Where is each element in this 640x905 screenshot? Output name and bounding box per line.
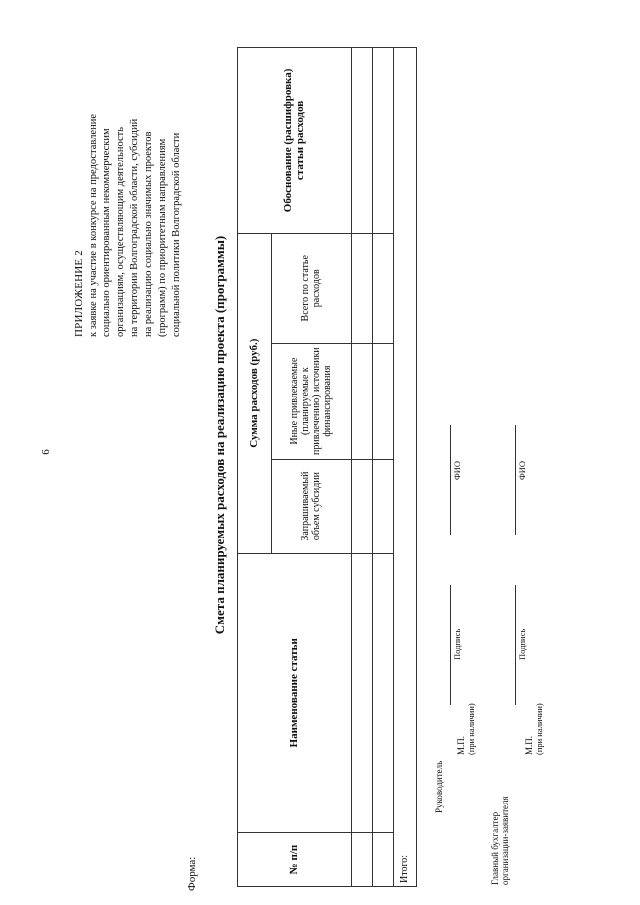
appendix-line: (программ) по приоритетным направлениям — [156, 138, 168, 337]
total-row: Итого: — [393, 48, 416, 887]
signature-line — [450, 585, 451, 705]
appendix-title: ПРИЛОЖЕНИЕ 2 — [73, 250, 85, 337]
signature-caption: Подпись — [452, 628, 462, 660]
header-name: Наименование статьи — [238, 553, 352, 833]
table-cell — [372, 459, 393, 553]
fio-caption: ФИО — [452, 461, 462, 480]
table-cell — [372, 233, 393, 343]
if-any-label: (при наличии) — [466, 703, 476, 755]
document-title: Смета планируемых расходов на реализацию проекта (программы) — [212, 235, 227, 635]
fio-line — [450, 425, 451, 535]
table-cell — [372, 833, 393, 887]
page-number: 6 — [40, 449, 52, 455]
header-num: № п/п — [238, 833, 352, 887]
mp-label: М.П. — [456, 735, 466, 755]
estimate-table — [237, 47, 417, 887]
appendix-line: организациям, осуществляющим деятельность — [115, 127, 127, 337]
appendix-line: социально ориентированным некоммерческим — [101, 128, 113, 337]
table-cell — [372, 48, 393, 234]
table-cell — [351, 553, 372, 833]
head-label: Руководитель — [434, 760, 444, 813]
table-cell — [351, 459, 372, 553]
header-total: Всего по статье расходов — [271, 233, 351, 343]
fio-caption-2: ФИО — [517, 461, 527, 480]
table-cell — [351, 48, 372, 234]
appendix-line: к заявке на участие в конкурсе на предоставление — [87, 113, 99, 337]
accountant-label-1: Главный бухгалтер — [490, 811, 500, 885]
signature-line-2 — [515, 585, 516, 705]
appendix-line: на территории Волгоградской области, субсидий — [129, 118, 141, 337]
table-cell — [351, 833, 372, 887]
if-any-label-2: (при наличии) — [534, 703, 544, 755]
header-other-sources: Иные привлекаемые (планируемые к привлечению) источники финансирования — [271, 343, 351, 459]
header-justification: Обоснование (расшифровка) статьи расходов — [238, 48, 352, 234]
signature-caption-2: Подпись — [517, 628, 527, 660]
accountant-label-2: организации-заявителя — [500, 796, 510, 885]
mp-label-2: М.П. — [524, 735, 534, 755]
table-cell — [372, 553, 393, 833]
appendix-line: на реализацию социально значимых проектов — [142, 131, 154, 337]
header-sum: Сумма расходов (руб.) — [238, 233, 272, 553]
table-cell — [372, 343, 393, 459]
header-subsidy: Запрашиваемый объем субсидии — [271, 459, 351, 553]
fio-line-2 — [515, 425, 516, 535]
table-cell — [351, 343, 372, 459]
table-cell — [351, 233, 372, 343]
appendix-block — [72, 7, 184, 337]
form-label: Форма: — [186, 856, 198, 891]
appendix-line: социальной политики Волгоградской области — [170, 132, 182, 337]
